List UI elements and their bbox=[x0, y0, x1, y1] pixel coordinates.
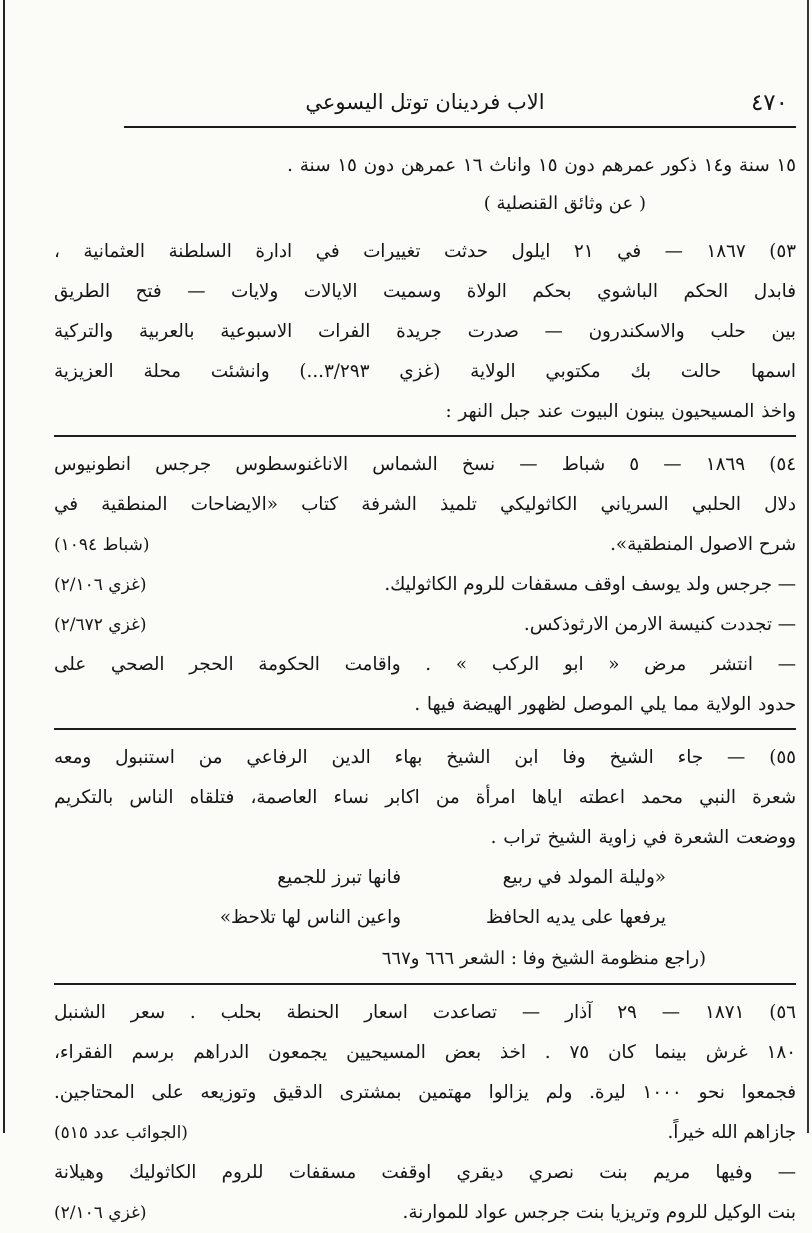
book-page bbox=[54, 86, 796, 1233]
entry-53 bbox=[54, 232, 796, 432]
entry-55-ref: (راجع منظومة الشيخ وفا : الشعر ٦٦٦ و٦٦٧ bbox=[381, 948, 706, 969]
entry-56-line-1: ٥٦) ١٨٧١ — ٢٩ آذار — تصاعدت اسعار الحنطة بحلب . سعر الشنبل bbox=[54, 1002, 796, 1023]
entry-54-line-3-text: شرح الاصول المنطقية». bbox=[610, 534, 796, 555]
entry-54 bbox=[54, 445, 796, 725]
section-divider bbox=[54, 435, 796, 437]
entry-53-line-2: فابدل الحكم الباشوي بحكم الولاة وسميت الايالات ولايات — فتح الطريق bbox=[54, 281, 796, 302]
poem-verse-2-second: واعين الناس لها تلاحظ» bbox=[219, 907, 401, 928]
entry-54-item-2-ref: (غزي ٢/٦٧٢) bbox=[54, 615, 147, 635]
header-rule bbox=[124, 126, 796, 128]
intro-line: ١٥ سنة و١٤ ذكور عمرهم دون ١٥ واناث ١٦ عمرهن دون ١٥ سنة . bbox=[287, 155, 796, 176]
entry-53-line-1: ٥٣) ١٨٦٧ — في ٢١ ايلول حدثت تغييرات في ادارة السلطنة العثمانية ، bbox=[54, 241, 796, 262]
scan-border-right bbox=[807, 0, 809, 1133]
page-header bbox=[54, 86, 796, 126]
entry-55-line-3: ووضعت الشعرة في زاوية الشيخ تراب . bbox=[490, 827, 796, 848]
entry-54-item-2 bbox=[54, 605, 796, 645]
entry-54-line-3-ref: (شباط ١٠٩٤) bbox=[54, 535, 150, 555]
entry-54-item-3-line-2: حدود الولاية مما يلي الموصل لظهور الهيضة فيها . bbox=[414, 694, 796, 715]
section-divider bbox=[54, 728, 796, 730]
entry-55-line-2: شعرة النبي محمد اعطته اياها امرأة من اكابر نساء العاصمة، فتلقاه الناس بالتكريم bbox=[54, 787, 796, 808]
entry-53-line-3: بين حلب والاسكندرون — صدرت جريدة الفرات الاسبوعية بالعربية والتركية bbox=[54, 321, 796, 342]
poem-verse-2 bbox=[54, 898, 796, 938]
entry-56-line-4-ref: (الجوائب عدد ٥١٥) bbox=[54, 1123, 188, 1143]
entry-56-line-4-text: جازاهم الله خيراً. bbox=[667, 1122, 796, 1143]
entry-56-line-4 bbox=[54, 1113, 796, 1153]
entry-54-line-3 bbox=[54, 525, 796, 565]
poem-verse-1 bbox=[54, 858, 796, 898]
entry-55-line-1: ٥٥) — جاء الشيخ وفا ابن الشيخ بهاء الدين الرفاعي من استنبول ومعه bbox=[54, 747, 796, 768]
poem-verse-2-first: يرفعها على يديه الحافظ bbox=[485, 907, 666, 928]
entry-53-line-5: واخذ المسيحيون يبنون البيوت عند جبل النهر : bbox=[445, 401, 796, 422]
poem-verse-1-second: فانها تبرز للجميع bbox=[277, 867, 401, 888]
entry-54-line-2: دلال الحلبي السرياني الكاثوليكي تلميذ الشرفة كتاب «الايضاحات المنطقية في bbox=[54, 494, 796, 515]
entry-55 bbox=[54, 738, 796, 980]
entry-56-item-last-text: بنت الوكيل للروم وتريزيا بنت جرجس عواد للموارنة. bbox=[402, 1202, 796, 1223]
entry-54-item-3-line-1: — انتشر مرض « ابو الركب » . واقامت الحكومة الحجر الصحي على bbox=[54, 654, 796, 675]
section-divider bbox=[54, 983, 796, 985]
entry-56-item-line: — وفيها مريم بنت نصري ديقري اوقفت مسقفات للروم الكاثوليك وهيلانة bbox=[54, 1162, 796, 1183]
running-title: الاب فردينان توتل اليسوعي bbox=[305, 90, 545, 114]
entry-56 bbox=[54, 993, 796, 1233]
scan-border-left bbox=[3, 0, 5, 1133]
poem-verse-1-first: «وليلة المولد في ربيع bbox=[502, 867, 666, 888]
entry-54-item-1-ref: (غزي ٢/١٠٦) bbox=[54, 575, 147, 595]
entry-54-item-1 bbox=[54, 565, 796, 605]
entry-53-line-4: اسمها حالت بك مكتوبي الولاية (غزي ٣/٢٩٣...) وانشئت محلة العزيزية bbox=[54, 361, 796, 382]
page-number: ٤٧٠ bbox=[750, 90, 788, 116]
entry-56-line-3: فجمعوا نحو ١٠٠٠ ليرة. ولم يزالوا مهتمين بمشترى الدقيق وتوزيعه على المحتاجين. bbox=[54, 1082, 796, 1103]
entry-56-line-2: ١٨٠ غرش بينما كان ٧٥ . اخذ بعض المسيحيين يجمعون الدراهم برسم الفقراء، bbox=[54, 1042, 796, 1063]
entry-54-line-1: ٥٤) ١٨٦٩ — ٥ شباط — نسخ الشماس الاناغنوسطوس جرجس انطونيوس bbox=[54, 454, 796, 475]
entry-54-item-1-text: — جرجس ولد يوسف اوقف مسقفات للروم الكاثوليك. bbox=[384, 574, 796, 595]
entry-56-item-last-ref: (غزي ٢/١٠٦) bbox=[54, 1203, 147, 1223]
intro-source: ( عن وثائق القنصلية ) bbox=[483, 193, 646, 214]
entry-56-item-last bbox=[54, 1193, 796, 1233]
entry-54-item-2-text: — تجددت كنيسة الارمن الارثوذكس. bbox=[523, 614, 796, 635]
